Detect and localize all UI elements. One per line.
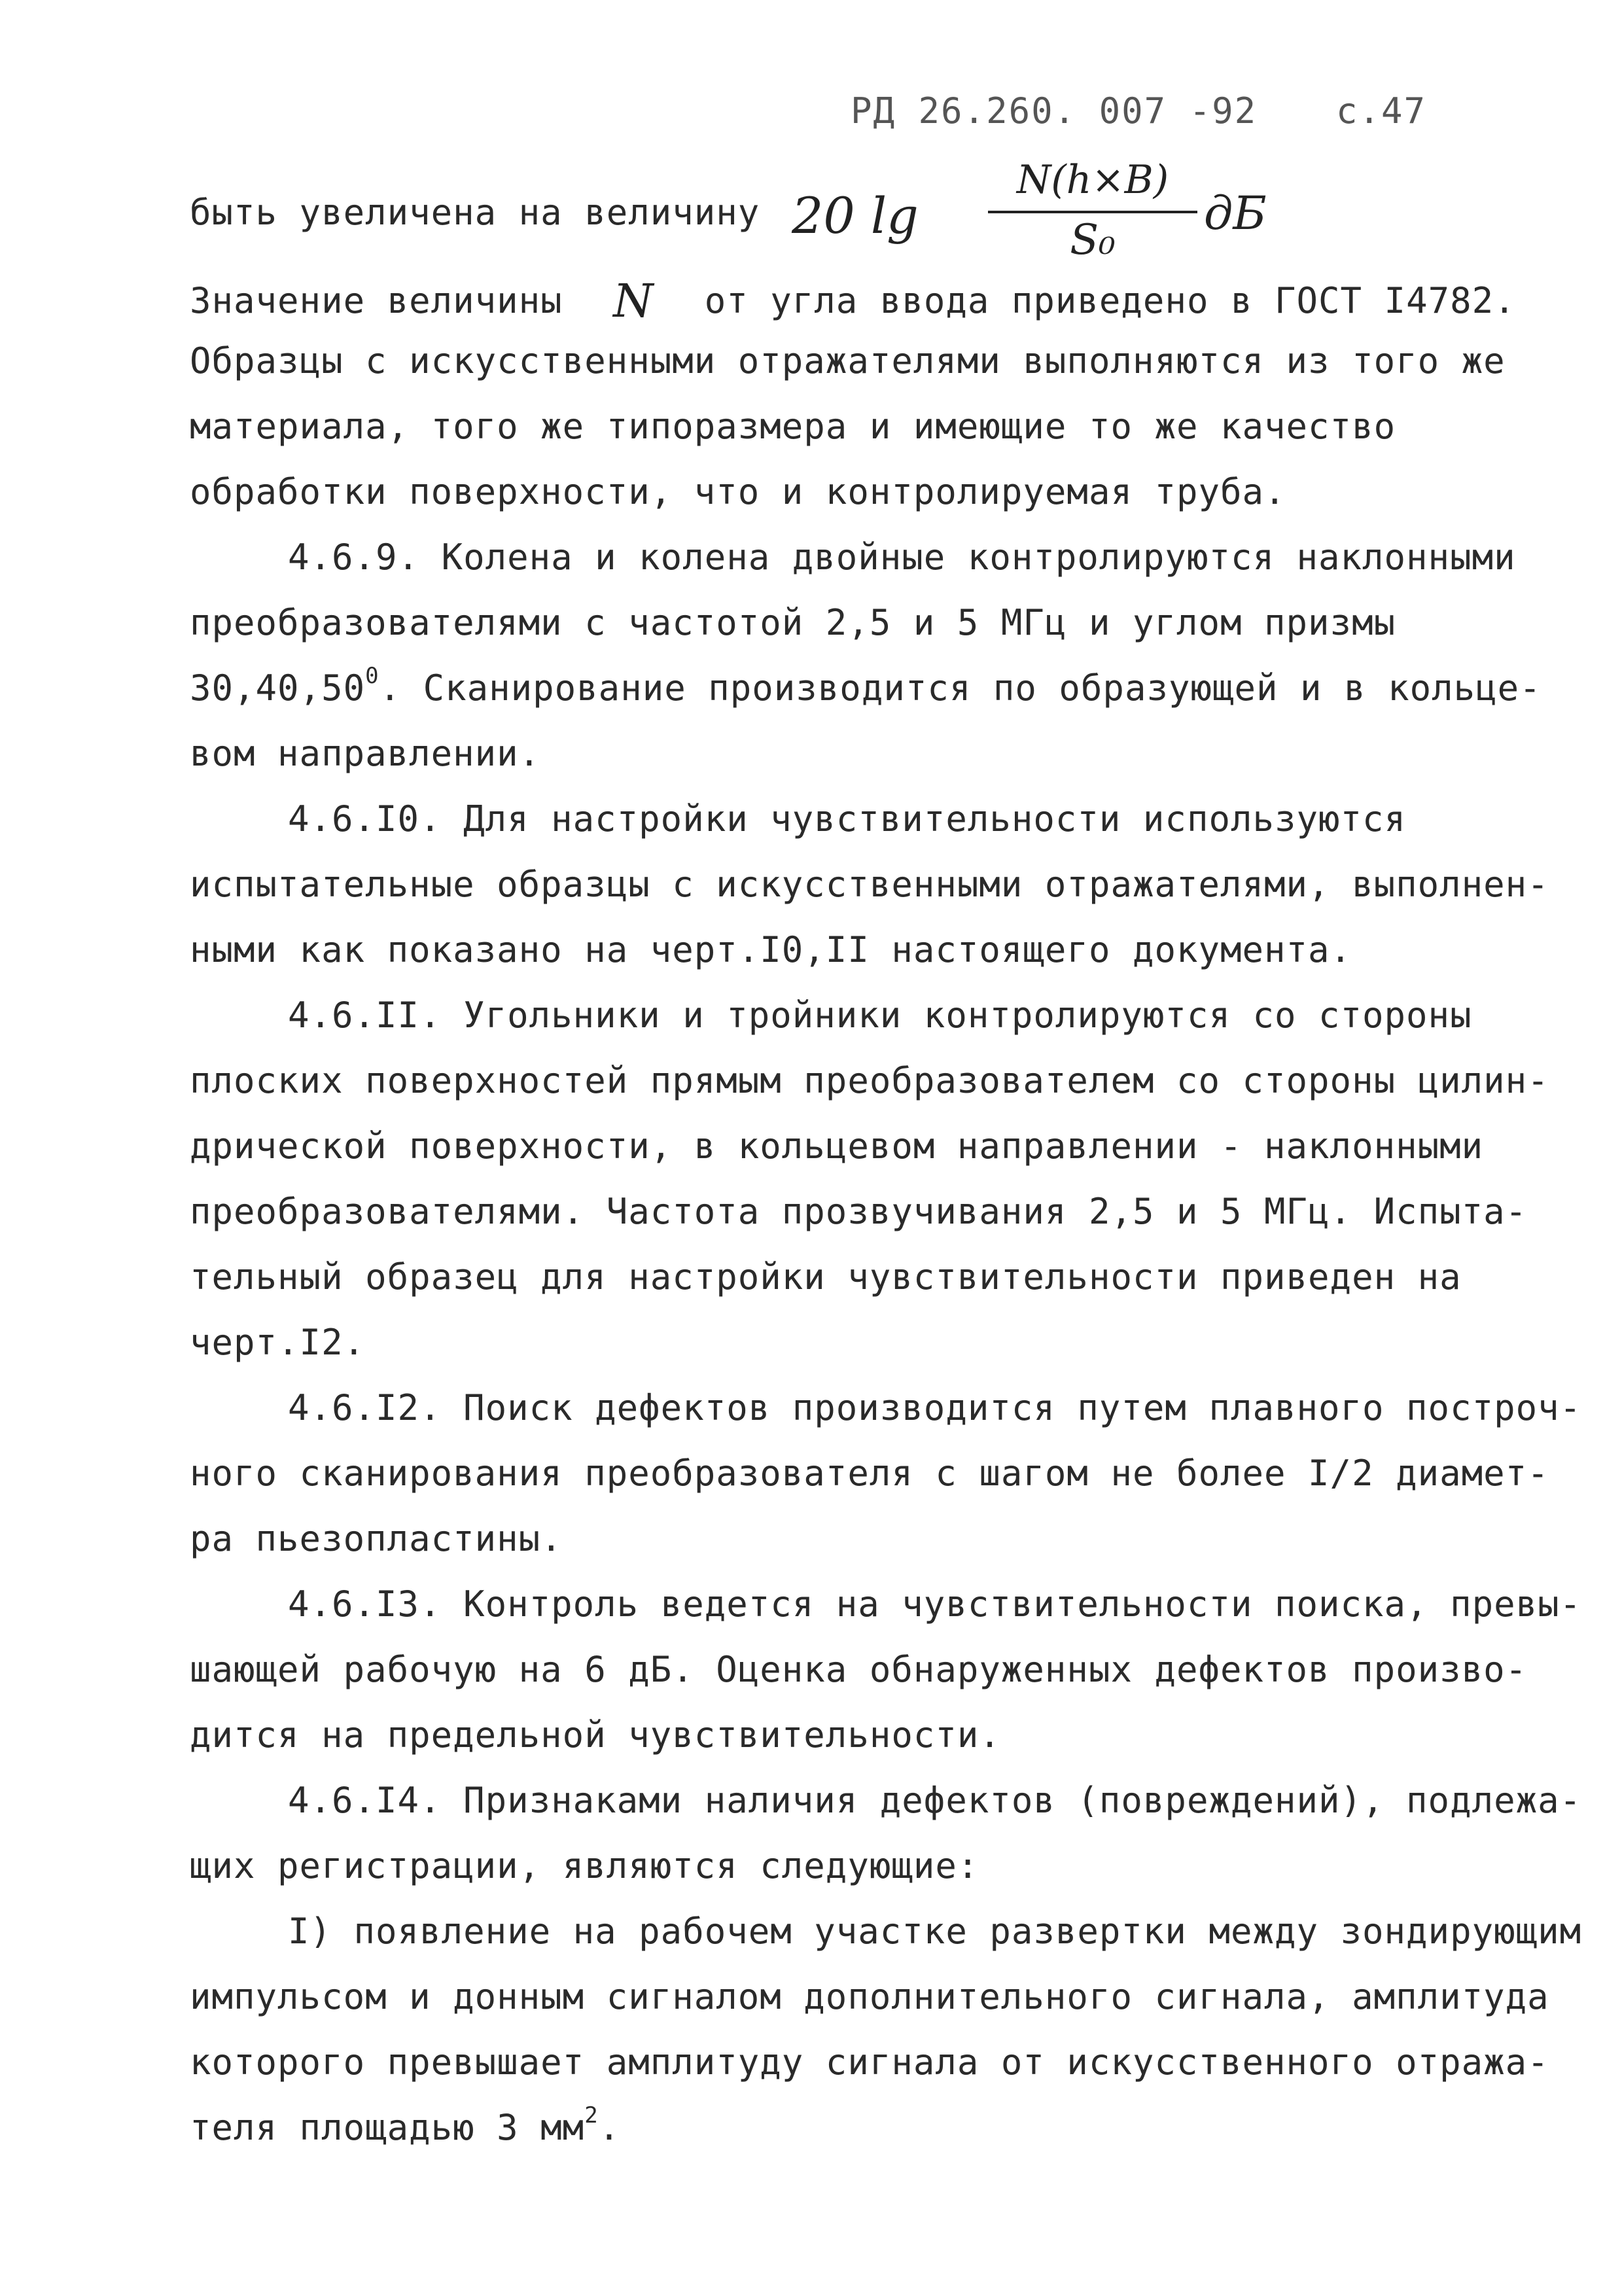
paragraph-start: 4.6.9. Колена и колена двойные контролируются наклонными [288, 537, 1516, 578]
text-fragment: Значение величины [190, 280, 563, 321]
list-item-start: I) появление на рабочем участке развертки между зондирующим [288, 1911, 1582, 1952]
formula-unit: дБ [1204, 186, 1267, 240]
text-line: ра пьезопластины. [190, 1518, 563, 1559]
text-line: черт.I2. [190, 1322, 366, 1363]
text-line: дится на предельной чувствительности. [190, 1714, 1001, 1756]
paragraph-start: 4.6.I2. Поиск дефектов производится путем плавного построч- [288, 1387, 1582, 1428]
text-line: быть увеличена на величину [190, 192, 760, 233]
paragraph-start: 4.6.I0. Для настройки чувствительности используются [288, 798, 1407, 839]
paragraph-start: 4.6.I4. Признаками наличия дефектов (повреждений), подлежа- [288, 1780, 1582, 1821]
paragraph-start: 4.6.I3. Контроль ведется на чувствительности поиска, превы- [288, 1583, 1582, 1625]
text-line: дрической поверхности, в кольцевом направлении - наклонными [190, 1125, 1484, 1167]
text-line: вом направлении. [190, 733, 541, 774]
text-fragment: 30,40,50 [190, 667, 366, 709]
formula-numerator: N(h×B) [1016, 157, 1169, 203]
handwritten-n-symbol: N [613, 274, 654, 328]
text-line: ного сканирования преобразователя с шагом не более I/2 диамет- [190, 1453, 1549, 1494]
text-line: тельный образец для настройки чувствительности приведен на [190, 1256, 1462, 1298]
text-fragment: теля площадью 3 мм [190, 2107, 585, 2148]
page-header [851, 90, 1426, 132]
document-code: РД 26.260. 007 -92 [851, 90, 1258, 132]
text-line [190, 2102, 1485, 2148]
text-line: шающей рабочую на 6 дБ. Оценка обнаруженных дефектов произво- [190, 1649, 1528, 1690]
text-line: преобразователями с частотой 2,5 и 5 МГц и углом призмы [190, 602, 1396, 643]
formula-denominator: S₀ [1070, 216, 1116, 264]
text-line: материала, того же типоразмера и имеющие то же качество [190, 406, 1396, 447]
paragraph-start: 4.6.II. Угольники и тройники контролируются со стороны [288, 995, 1472, 1036]
text-line: которого превышает амплитуду сигнала от искусственного отража- [190, 2041, 1549, 2083]
text-fragment: . [598, 2107, 621, 2148]
text-line: импульсом и донным сигналом дополнительного сигнала, амплитуда [190, 1976, 1549, 2017]
handwritten-formula [792, 157, 1267, 268]
superscript: 0 [365, 663, 379, 689]
text-line: преобразователями. Частота прозвучивания 2,5 и 5 МГц. Испыта- [190, 1191, 1528, 1232]
text-line: плоских поверхностей прямым преобразователем со стороны цилин- [190, 1060, 1549, 1101]
text-line: ными как показано на черт.I0,II настоящего документа. [190, 929, 1352, 970]
text-line: испытательные образцы с искусственными отражателями, выполнен- [190, 864, 1549, 905]
fraction-bar [988, 211, 1197, 213]
formula-fraction [988, 157, 1197, 268]
text-line: Образцы с искусственными отражателями выполняются из того же [190, 340, 1506, 381]
formula-lead: 20 lg [792, 186, 919, 245]
superscript: 2 [584, 2102, 599, 2128]
text-line: щих регистрации, являются следующие: [190, 1845, 979, 1886]
text-line [190, 663, 1542, 709]
text-fragment: от угла ввода приведено в ГОСТ I4782. [704, 280, 1516, 321]
text-line: обработки поверхности, что и контролируемая труба. [190, 471, 1286, 512]
page-number: с.47 [1335, 90, 1426, 132]
text-line [190, 274, 1516, 328]
text-fragment: . Сканирование производится по образующей и в кольце- [379, 667, 1542, 709]
